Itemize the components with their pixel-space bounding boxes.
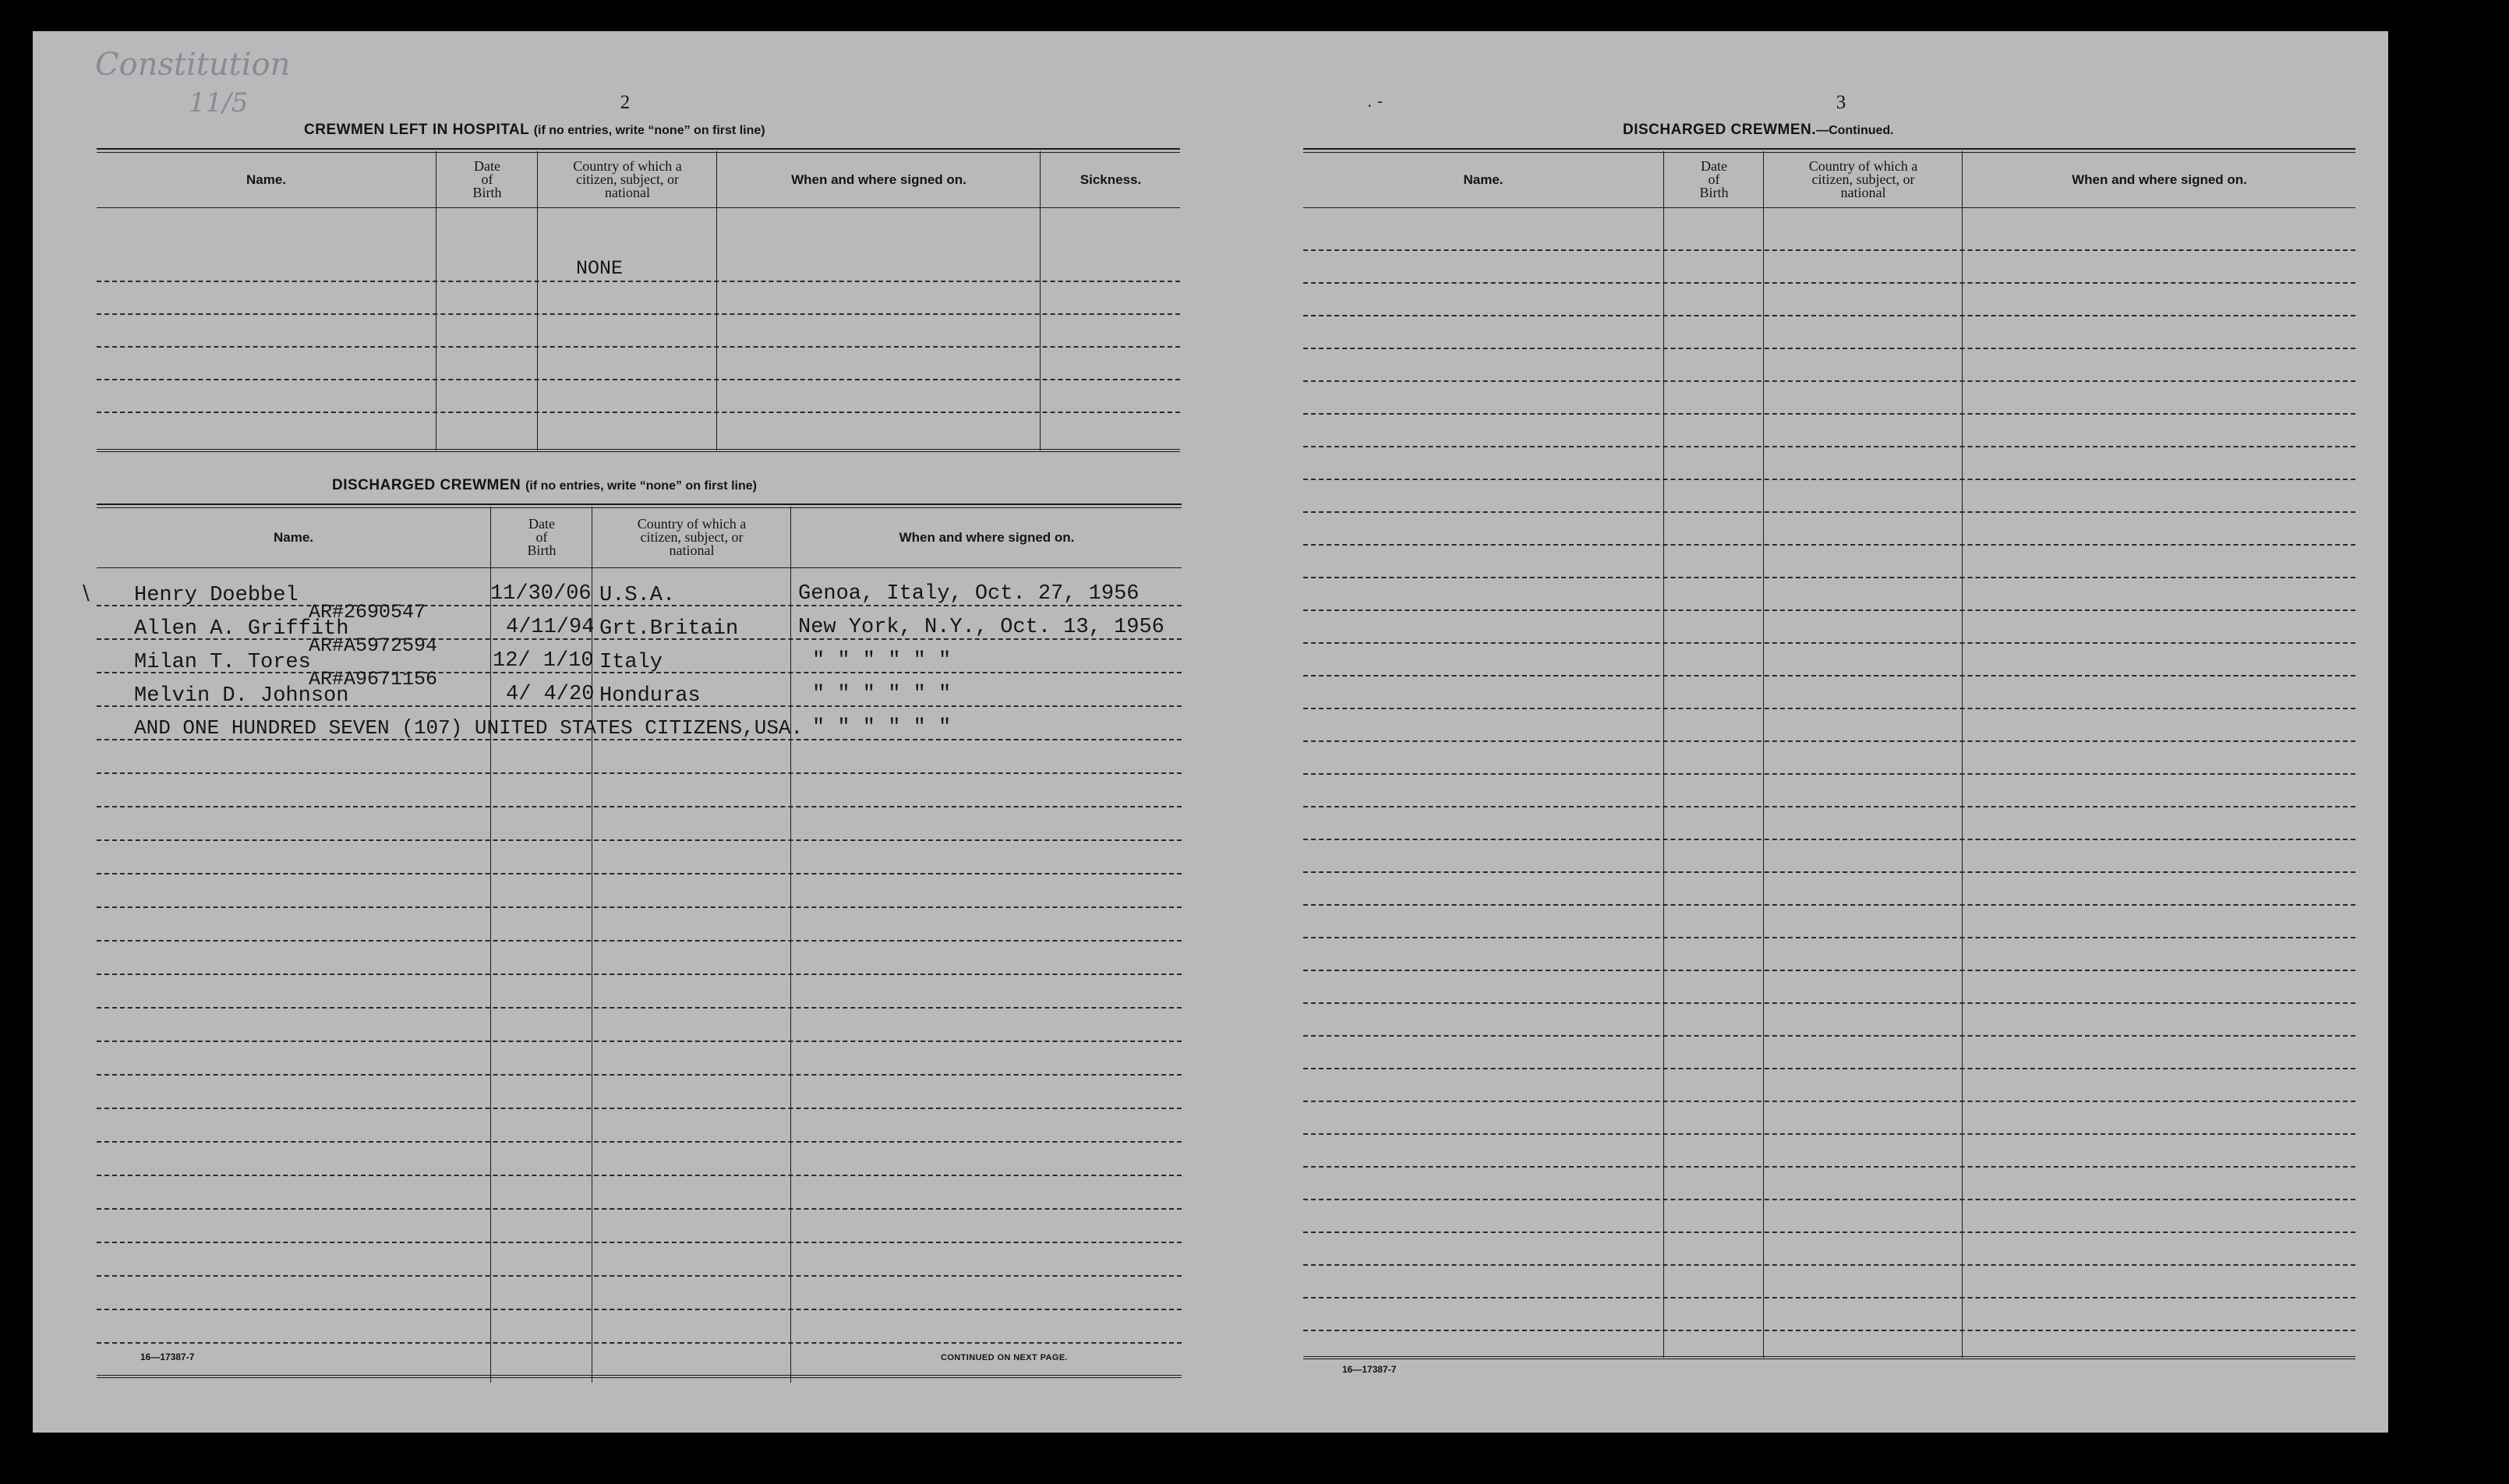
summary-signed-on: " " " " " " [812, 716, 952, 740]
page-number: 3 [1836, 92, 1846, 113]
handwritten-note: Constitution [95, 47, 291, 83]
discharged-col-country: Country of which a citizen, subject, or national [637, 515, 747, 558]
document-sheet [33, 31, 2388, 1433]
hospital-col-country: Country of which a citizen, subject, or national [573, 157, 682, 200]
discharged-instruction: (if no entries, write “none” on first line) [525, 479, 757, 493]
crew-dob: 4/11/94 [506, 616, 595, 639]
left-page [33, 31, 1233, 1433]
alien-registration: AR#2690547 [309, 601, 426, 624]
continued-suffix: —Continued. [1816, 124, 1894, 137]
hospital-col-signed: When and where signed on. [791, 171, 966, 187]
crew-name: Allen A. Griffith [134, 617, 349, 641]
discharged-section-title [332, 477, 757, 494]
discharged-title: DISCHARGED CREWMEN [332, 477, 521, 493]
continued-note: CONTINUED ON NEXT PAGE. [941, 1353, 1069, 1362]
crew-name: Melvin D. Johnson [134, 684, 349, 708]
crew-dob: 11/30/06 [490, 582, 592, 606]
crew-country: Honduras [599, 684, 701, 708]
crew-name: Milan T. Tores [134, 651, 311, 674]
continued-col-country: Country of which a citizen, subject, or national [1808, 157, 1918, 200]
continued-section-title [1623, 122, 1894, 139]
right-page [1233, 31, 2388, 1433]
handwritten-date: 11/5 [189, 87, 249, 118]
hospital-col-dob: Date of Birth [472, 157, 502, 200]
crew-dob: 12/ 1/10 [493, 649, 594, 673]
crew-signed-on: Genoa, Italy, Oct. 27, 1956 [798, 582, 1140, 606]
page-number: 2 [620, 92, 631, 113]
crew-country: Grt.Britain [599, 617, 739, 641]
crew-name: Henry Doebbel [134, 584, 299, 607]
crew-country: U.S.A. [599, 584, 676, 607]
discharged-table [83, 504, 1182, 1384]
hospital-title: CREWMEN LEFT IN HOSPITAL [304, 122, 529, 138]
alien-registration: AR#A5972594 [309, 634, 438, 657]
continued-col-signed: When and where signed on. [2072, 171, 2247, 187]
hospital-table [97, 148, 1180, 454]
crew-signed-on: " " " " " " [812, 683, 952, 706]
check-mark: \ [83, 581, 90, 605]
hospital-col-name: Name. [246, 171, 287, 187]
scan-speck: . - [1367, 92, 1383, 111]
continued-title: DISCHARGED CREWMEN. [1623, 122, 1817, 138]
hospital-section-title [304, 122, 765, 139]
summary-line: AND ONE HUNDRED SEVEN (107) UNITED STATES CITIZENS,USA. [134, 716, 804, 740]
alien-registration: AR#A9671156 [309, 668, 438, 691]
continued-col-name: Name. [1463, 171, 1504, 187]
discharged-col-dob: Date of Birth [527, 515, 557, 558]
continued-table [1303, 148, 2355, 1395]
hospital-none-entry: NONE [576, 257, 624, 280]
discharged-col-signed: When and where signed on. [899, 529, 1075, 545]
form-number: 16—17387-7 [140, 1352, 195, 1362]
crew-signed-on: New York, N.Y., Oct. 13, 1956 [798, 616, 1164, 639]
hospital-instruction: (if no entries, write “none” on first line) [533, 124, 765, 137]
discharged-col-name: Name. [273, 529, 314, 545]
hospital-col-sickness: Sickness. [1080, 171, 1142, 187]
crew-country: Italy [599, 651, 663, 674]
crew-signed-on: " " " " " " [812, 649, 952, 673]
crew-dob: 4/ 4/20 [506, 683, 595, 706]
form-number: 16—17387-7 [1342, 1364, 1397, 1375]
continued-col-dob: Date of Birth [1699, 157, 1729, 200]
